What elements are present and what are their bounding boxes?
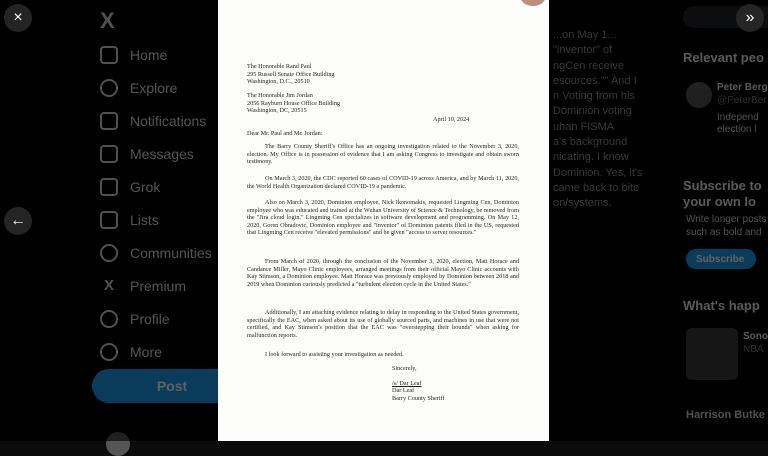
- addressee-block: [247, 92, 340, 115]
- address-line: Washington, DC, 20515: [247, 107, 307, 114]
- signature: /s/ Dar Leaf: [392, 379, 422, 387]
- address-line: 295 Russell Senate Office Building: [247, 70, 335, 78]
- paragraph-text: Also on March 3, 2020, Dominion employee, Nick Ikonomakis, requested Lingming Cen, Dominion employee who was educated and trained at the Wuhan University of Science & Technology, be removed from the "Jira cloud login." Lingming Cen specializes in software development and programming. On May 12, 2020, Goren Obradovic, Dominion employee and "inventor" of Dominion patents filed in the US, requested that Lingming Cen receive "elevated permissions" and be given "access to server resources.": [247, 199, 519, 236]
- address-line: The Honorable Rand Paul: [247, 63, 312, 70]
- closing: Sincerely,: [392, 365, 417, 372]
- paragraph-text: I look forward to assisting your investigation as needed.: [265, 351, 404, 358]
- letter-date: April 10, 2024: [433, 116, 470, 123]
- address-line: Washington, D.C., 20510: [247, 78, 310, 85]
- letter-image: [218, 0, 549, 441]
- address-line: 2056 Rayburn House Office Building: [247, 99, 341, 107]
- address-line: The Honorable Jim Jordan: [247, 92, 313, 99]
- paragraph: [247, 351, 519, 359]
- signer-name: Dar Leaf: [392, 387, 415, 394]
- paragraph-text: From March of 2020, through the conclusion of the November 3, 2020, election, Matt Horace and Candance Miller, Mayo Clinic employees, arranged meetings from their official Mayo Clinic accounts with Kay Stimson, a Dominion employee. Matt Horace was previously employed by Dominion between 2018 and 2019 when Dominion curiously predicted a "turbulent election cycle in the United States.": [247, 258, 519, 288]
- addressee-block: [247, 63, 335, 86]
- signature-block: [392, 365, 444, 402]
- paragraph-text: Additionally, I am attaching evidence relating to delay in responding to the United States government, specifically the EAC, when asked about its use of globally sourced parts, and machines in use that were not certified, and Kay Stimson's position that the EAC was "overstepping their bounds" when asking for malfunction reports.: [247, 309, 519, 339]
- salutation: Dear Mr. Paul and Mr. Jordan:: [247, 130, 323, 137]
- expand-icon[interactable]: »: [736, 4, 764, 32]
- paragraph: [247, 175, 519, 190]
- paragraph: [247, 258, 519, 288]
- paragraph: [247, 143, 519, 166]
- avatar[interactable]: [521, 0, 545, 6]
- paragraph-text: On March 3, 2020, the CDC reported 60 cases of COVID-19 across America, and by March 11, 2020, the World Health Organization declared COVID-19 a pandemic.: [247, 175, 519, 190]
- paragraph: [247, 199, 519, 237]
- previous-arrow-icon[interactable]: ←: [4, 207, 32, 235]
- paragraph: [247, 309, 519, 339]
- paragraph-text: The Barry County Sheriff's Office has an ongoing investigation related to the November 3, 2020, election. My Office is in possession of evidence that I am asking Congress to investigate and obtain sworn testimony.: [247, 143, 519, 165]
- signer-title: Barry County Sheriff: [392, 394, 445, 402]
- close-icon[interactable]: ×: [4, 4, 32, 32]
